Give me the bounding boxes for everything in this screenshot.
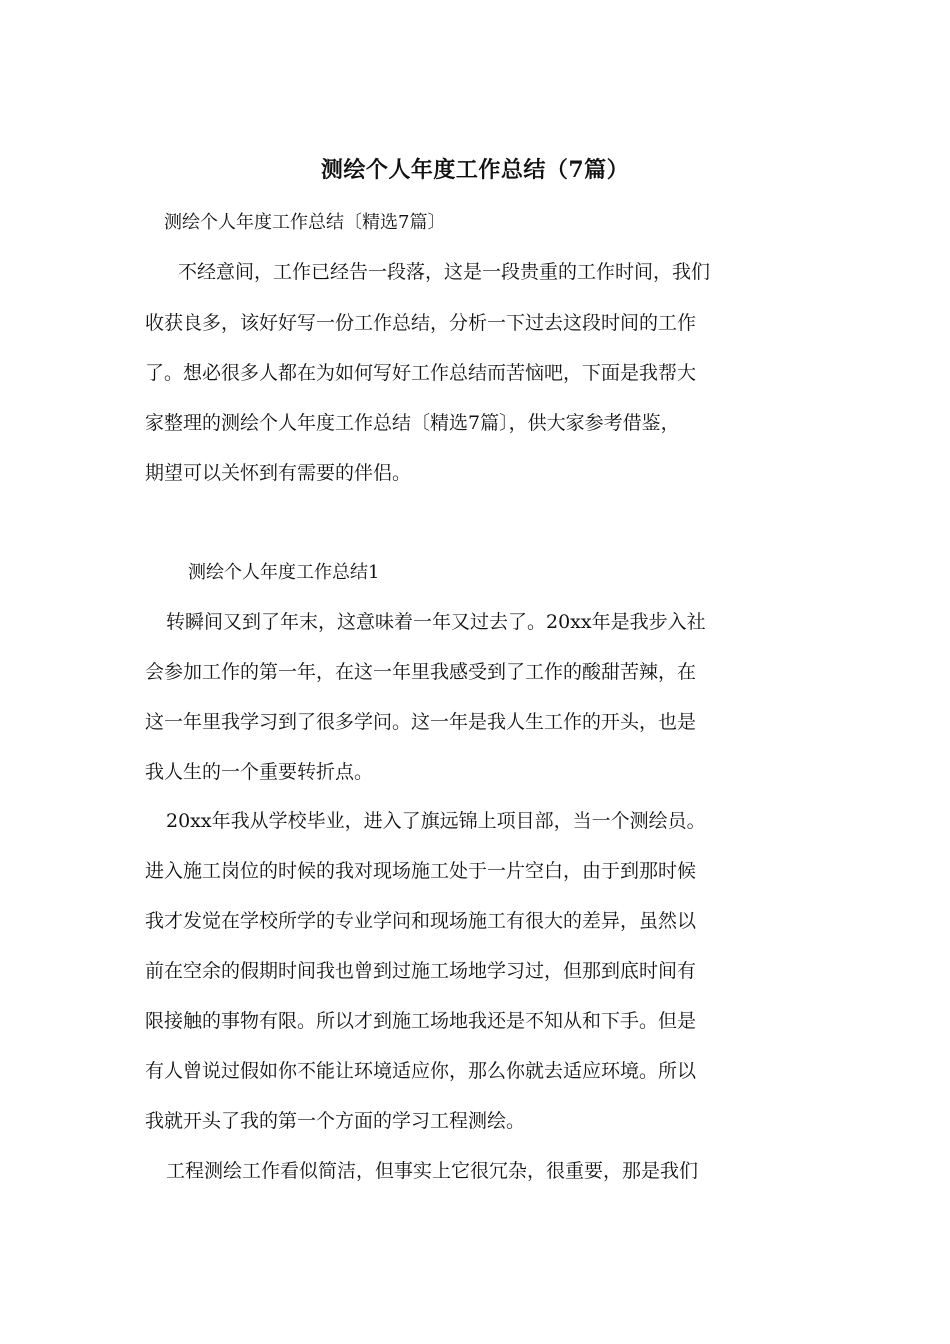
intro-line: 收获良多，该好好写一份工作总结，分析一下过去这段时间的工作	[145, 312, 697, 334]
paragraph-line: 我就开头了我的第一个方面的学习工程测绘。	[145, 1110, 526, 1132]
document-subtitle: 测绘个人年度工作总结〔精选7篇〕	[164, 212, 446, 233]
document-title: 测绘个人年度工作总结（7篇）	[320, 157, 630, 183]
paragraph-line: 会参加工作的第一年，在这一年里我感受到了工作的酸甜苦辣，在	[145, 661, 697, 683]
intro-line: 期望可以关怀到有需要的伴侣。	[145, 462, 412, 484]
paragraph-line: 我人生的一个重要转折点。	[145, 761, 374, 783]
paragraph-line: 我才发觉在学校所学的专业学问和现场施工有很大的差异，虽然以	[145, 910, 697, 932]
paragraph-line: 进入施工岗位的时候的我对现场施工处于一片空白，由于到那时候	[145, 860, 697, 882]
intro-line: 了。想必很多人都在为如何写好工作总结而苦恼吧，下面是我帮大	[145, 362, 697, 384]
paragraph-line: 转瞬间又到了年末，这意味着一年又过去了。20xx年是我步入社	[166, 611, 706, 633]
section-heading: 测绘个人年度工作总结1	[188, 562, 380, 583]
paragraph-line: 20xx年我从学校毕业，进入了旗远锦上项目部，当一个测绘员。	[166, 810, 706, 832]
paragraph-line: 工程测绘工作看似简洁，但事实上它很冗杂，很重要，那是我们	[166, 1160, 699, 1182]
paragraph-line: 前在空余的假期时间我也曾到过施工场地学习过，但那到底时间有	[145, 960, 697, 982]
paragraph-line: 限接触的事物有限。所以才到施工场地我还是不知从和下手。但是	[145, 1010, 697, 1032]
paragraph-line: 有人曾说过假如你不能让环境适应你，那么你就去适应环境。所以	[145, 1060, 697, 1082]
intro-line: 家整理的测绘个人年度工作总结〔精选7篇〕，供大家参考借鉴，	[145, 412, 680, 434]
paragraph-line: 这一年里我学习到了很多学问。这一年是我人生工作的开头，也是	[145, 711, 697, 733]
intro-line: 不经意间，工作已经告一段落，这是一段贵重的工作时间，我们	[178, 261, 711, 283]
